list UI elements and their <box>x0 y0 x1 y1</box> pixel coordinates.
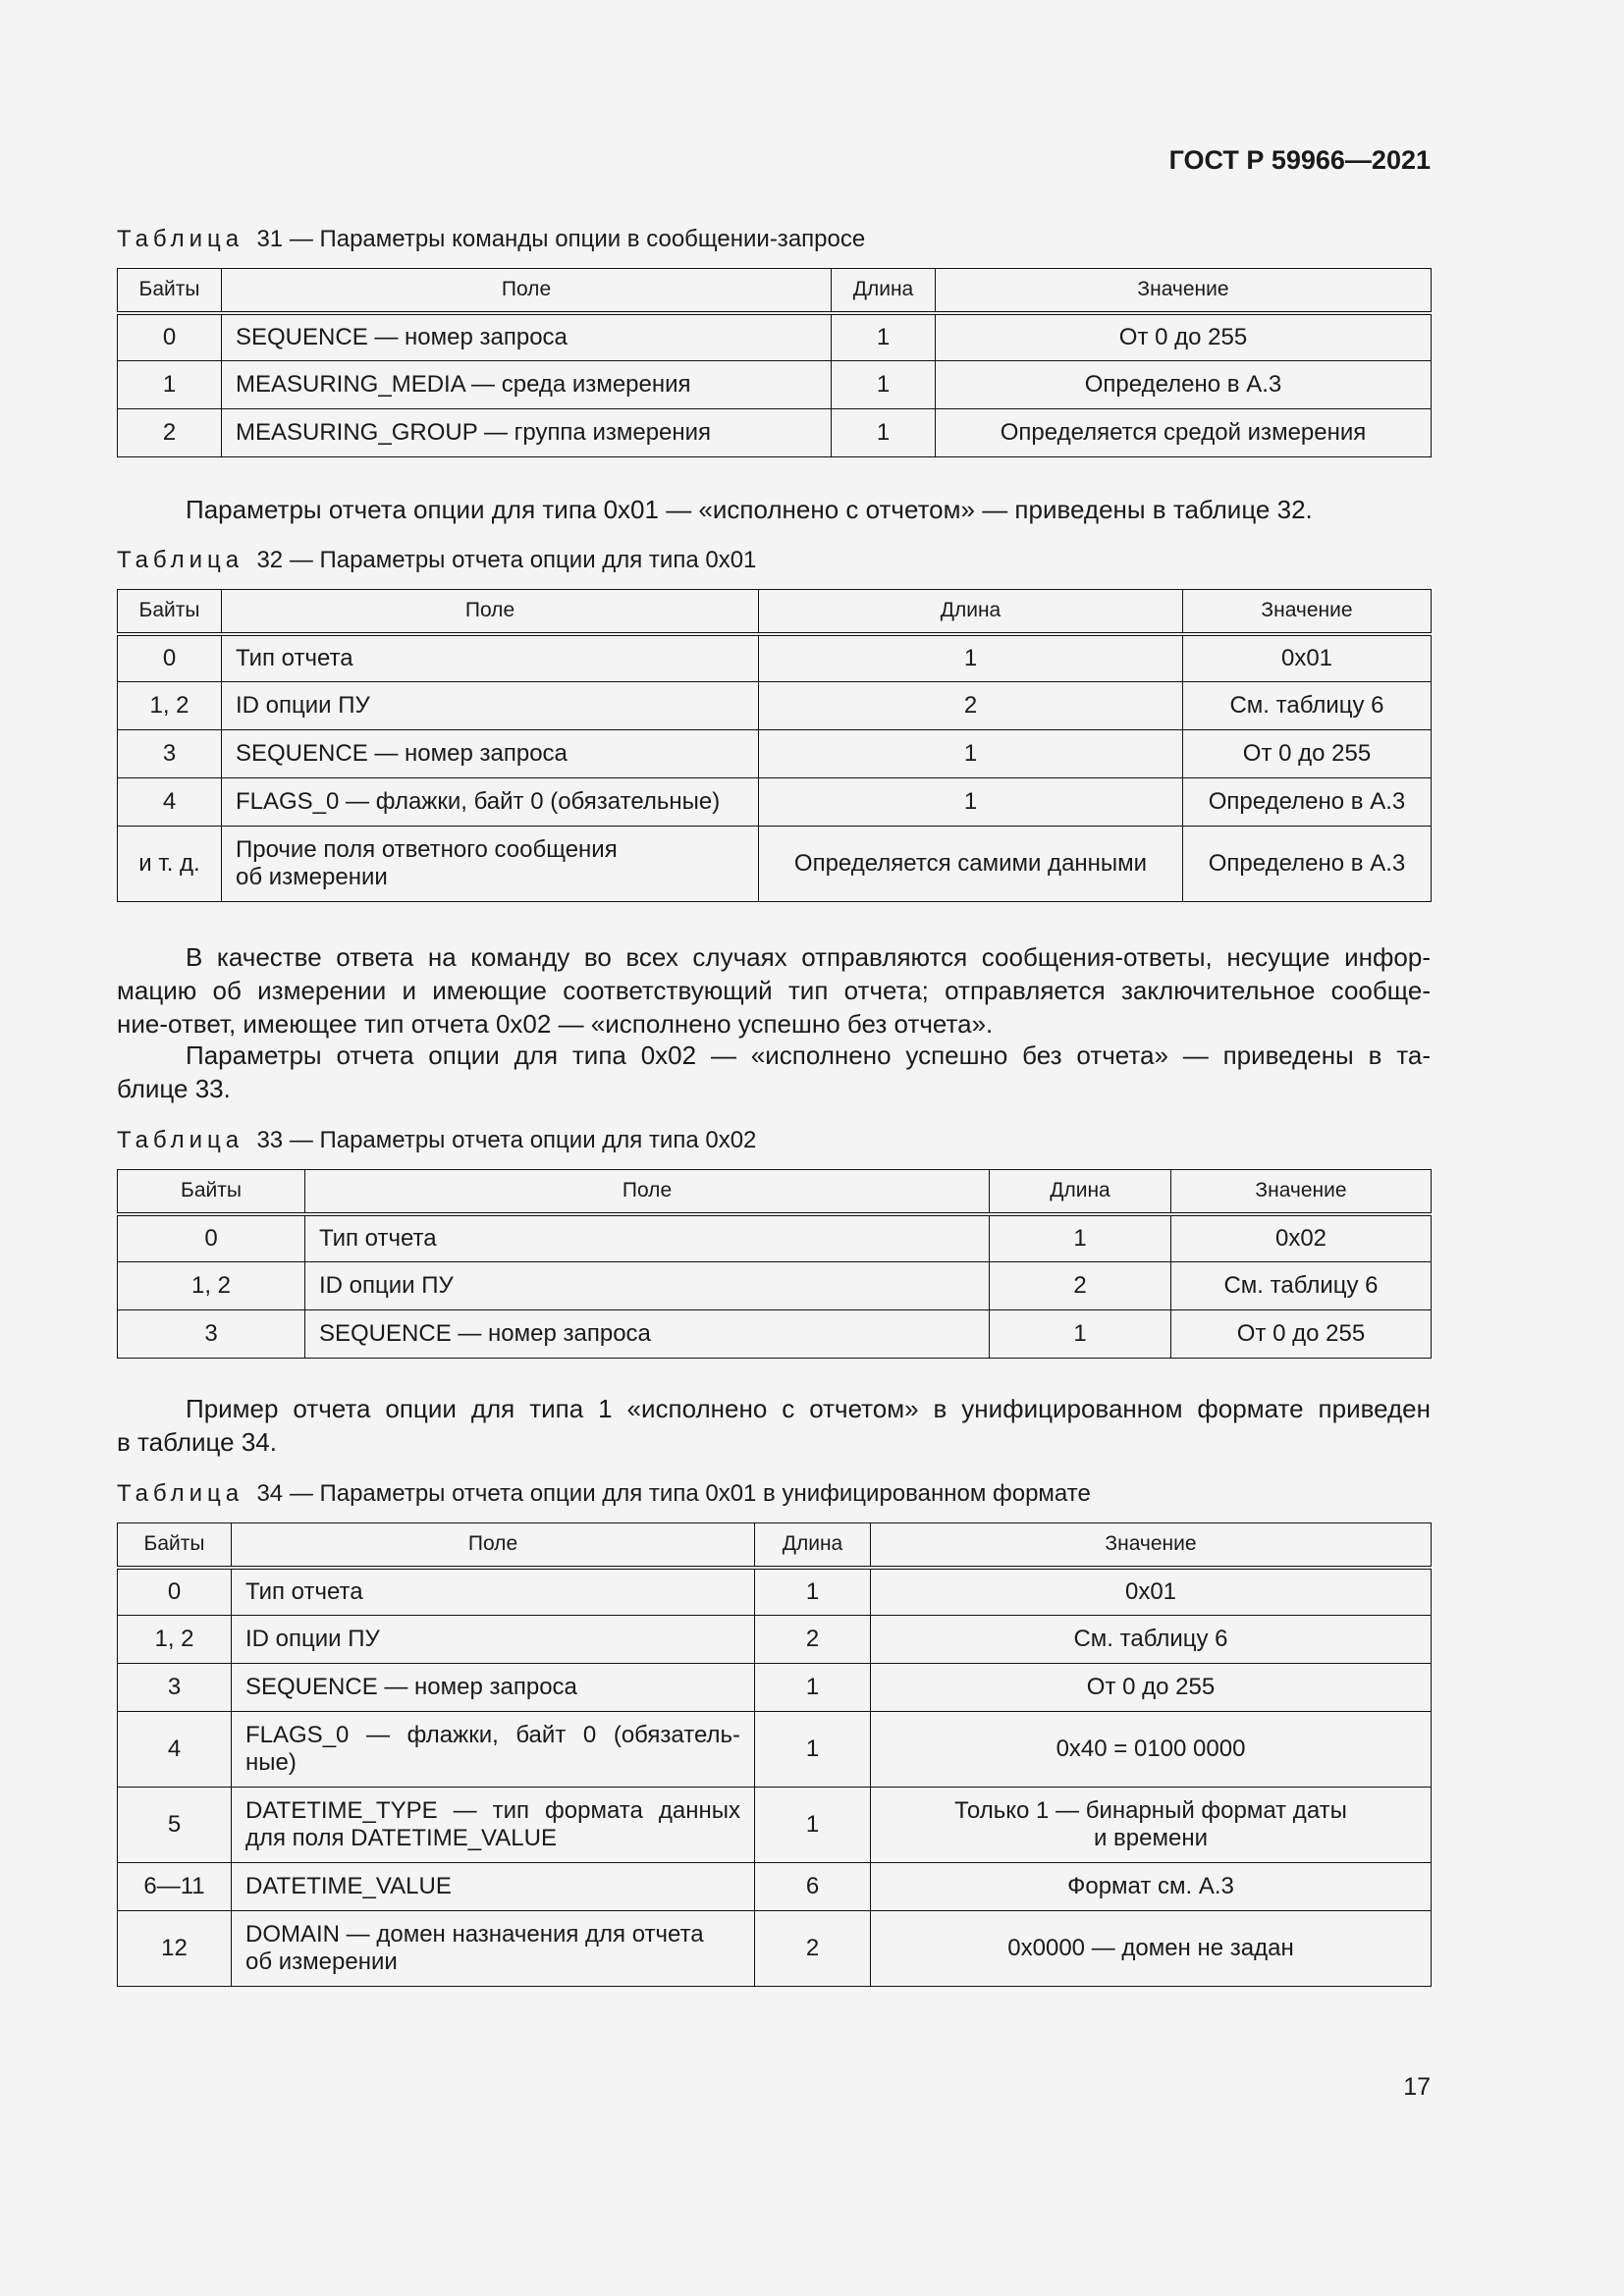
col-header-length: Длина <box>759 590 1183 634</box>
paragraph-line: ние-ответ, имеющее тип отчета 0x02 — «исполнено успешно без отчета». <box>117 1009 994 1039</box>
cell-field: SEQUENCE — номер запроса <box>305 1310 990 1359</box>
cell-length: Определяется самими данными <box>759 827 1183 902</box>
paragraph-line: в таблице 34. <box>117 1427 277 1457</box>
cell-length: 1 <box>755 1664 871 1712</box>
cell-length: 1 <box>832 409 936 457</box>
cell-value: См. таблицу 6 <box>1171 1262 1432 1310</box>
table-row <box>118 827 1432 902</box>
cell-length: 1 <box>832 361 936 409</box>
table-row <box>118 361 1432 409</box>
cell-bytes: 4 <box>118 1712 232 1788</box>
table-34 <box>117 1522 1432 1987</box>
cell-field: ID опции ПУ <box>305 1262 990 1310</box>
caption-word: Таблица <box>117 1127 244 1153</box>
cell-line: FLAGS_0 — флажки, байт 0 (обязатель- <box>245 1722 740 1748</box>
caption-word: Таблица <box>117 547 244 573</box>
cell-value: От 0 до 255 <box>1171 1310 1432 1359</box>
col-header-value: Значение <box>871 1523 1432 1568</box>
cell-value: См. таблицу 6 <box>1183 682 1432 730</box>
table-33-caption <box>117 1127 756 1154</box>
paragraph-line: В качестве ответа на команду во всех случаях отправляются сообщения-ответы, несущие инфор- <box>186 942 1431 972</box>
caption-text: 31 — Параметры команды опции в сообщении-запросе <box>256 226 866 252</box>
col-header-value: Значение <box>936 269 1432 313</box>
cell-field: DATETIME_VALUE <box>232 1863 755 1911</box>
table-row <box>118 1568 1432 1616</box>
cell-value: 0x40 = 0100 0000 <box>871 1712 1432 1788</box>
cell-bytes: 6—11 <box>118 1863 232 1911</box>
table-row <box>118 1616 1432 1664</box>
document-code-header: ГОСТ Р 59966—2021 <box>1168 145 1431 175</box>
paragraph-2 <box>117 940 1431 1041</box>
table-row <box>118 1788 1432 1863</box>
table-row <box>118 1863 1432 1911</box>
cell-value <box>871 1788 1432 1863</box>
table-32 <box>117 589 1432 902</box>
page-number: 17 <box>1403 2073 1431 2101</box>
cell-field <box>222 827 759 902</box>
table-row <box>118 1712 1432 1788</box>
paragraph-line: Пример отчета опции для типа 1 «исполнено с отчетом» в унифицированном формате приведен <box>186 1394 1431 1423</box>
cell-value: См. таблицу 6 <box>871 1616 1432 1664</box>
col-header-length: Длина <box>832 269 936 313</box>
table-row <box>118 1911 1432 1987</box>
cell-field: FLAGS_0 — флажки, байт 0 (обязательные) <box>222 778 759 827</box>
table-31-caption <box>117 226 865 253</box>
table-header-row <box>118 1523 1432 1568</box>
cell-bytes: 1, 2 <box>118 682 222 730</box>
col-header-field: Поле <box>305 1170 990 1214</box>
cell-line: DATETIME_TYPE — тип формата данных <box>245 1797 740 1824</box>
cell-value: Определено в А.3 <box>1183 827 1432 902</box>
paragraph-4 <box>117 1392 1431 1459</box>
col-header-value: Значение <box>1183 590 1432 634</box>
cell-bytes: 5 <box>118 1788 232 1863</box>
cell-value: От 0 до 255 <box>1183 730 1432 778</box>
table-row <box>118 1214 1432 1262</box>
cell-line: об измерении <box>245 1949 398 1975</box>
paragraph-3 <box>117 1039 1431 1105</box>
table-row <box>118 682 1432 730</box>
cell-bytes: 2 <box>118 409 222 457</box>
table-row <box>118 634 1432 682</box>
table-header-row <box>118 1170 1432 1214</box>
table-row <box>118 409 1432 457</box>
cell-length: 6 <box>755 1863 871 1911</box>
caption-text: 34 — Параметры отчета опции для типа 0x01 в унифицированном формате <box>256 1480 1091 1507</box>
cell-length: 2 <box>755 1911 871 1987</box>
cell-field <box>232 1712 755 1788</box>
col-header-value: Значение <box>1171 1170 1432 1214</box>
cell-value: Определено в А.3 <box>1183 778 1432 827</box>
cell-field: MEASURING_GROUP — группа измерения <box>222 409 832 457</box>
table-header-row <box>118 590 1432 634</box>
cell-length: 1 <box>755 1712 871 1788</box>
table-row <box>118 1310 1432 1359</box>
col-header-bytes: Байты <box>118 1523 232 1568</box>
cell-length: 1 <box>990 1214 1171 1262</box>
cell-line: ные) <box>245 1749 297 1776</box>
cell-value: От 0 до 255 <box>871 1664 1432 1712</box>
cell-line: Только 1 — бинарный формат даты <box>954 1797 1347 1824</box>
cell-bytes: 1, 2 <box>118 1262 305 1310</box>
caption-word: Таблица <box>117 1480 244 1507</box>
cell-line: Прочие поля ответного сообщения <box>236 836 618 863</box>
cell-bytes: 3 <box>118 1664 232 1712</box>
cell-value: 0x0000 — домен не задан <box>871 1911 1432 1987</box>
col-header-field: Поле <box>222 590 759 634</box>
col-header-length: Длина <box>755 1523 871 1568</box>
cell-field <box>232 1788 755 1863</box>
cell-bytes: 1 <box>118 361 222 409</box>
cell-length: 2 <box>759 682 1183 730</box>
cell-length: 2 <box>755 1616 871 1664</box>
cell-field: ID опции ПУ <box>222 682 759 730</box>
cell-bytes: 12 <box>118 1911 232 1987</box>
table-row <box>118 1664 1432 1712</box>
cell-field: SEQUENCE — номер запроса <box>222 730 759 778</box>
col-header-field: Поле <box>232 1523 755 1568</box>
cell-field <box>232 1911 755 1987</box>
caption-text: 32 — Параметры отчета опции для типа 0x01 <box>256 547 757 573</box>
cell-bytes: 3 <box>118 1310 305 1359</box>
table-row <box>118 778 1432 827</box>
table-33 <box>117 1169 1432 1359</box>
cell-length: 2 <box>990 1262 1171 1310</box>
table-row <box>118 730 1432 778</box>
cell-value: 0x01 <box>1183 634 1432 682</box>
cell-line: и времени <box>1093 1825 1209 1851</box>
cell-field: Тип отчета <box>305 1214 990 1262</box>
cell-bytes: 3 <box>118 730 222 778</box>
cell-value: Определено в А.3 <box>936 361 1432 409</box>
paragraph-1 <box>117 493 1431 526</box>
paragraph-line: Параметры отчета опции для типа 0x01 — «исполнено с отчетом» — приведены в таблице 32. <box>186 495 1313 524</box>
cell-length: 1 <box>832 313 936 361</box>
cell-line: для поля DATETIME_VALUE <box>245 1825 557 1851</box>
caption-word: Таблица <box>117 226 244 252</box>
cell-bytes: 0 <box>118 634 222 682</box>
col-header-field: Поле <box>222 269 832 313</box>
table-row <box>118 313 1432 361</box>
paragraph-line: мацию об измерении и имеющие соответствующий тип отчета; отправляется заключительное сообще- <box>117 976 1431 1005</box>
cell-bytes: 0 <box>118 1568 232 1616</box>
table-header-row <box>118 269 1432 313</box>
cell-field: Тип отчета <box>222 634 759 682</box>
cell-bytes: 0 <box>118 1214 305 1262</box>
cell-field: ID опции ПУ <box>232 1616 755 1664</box>
col-header-length: Длина <box>990 1170 1171 1214</box>
cell-field: SEQUENCE — номер запроса <box>232 1664 755 1712</box>
paragraph-line: Параметры отчета опции для типа 0x02 — «исполнено успешно без отчета» — приведены в та- <box>186 1041 1431 1070</box>
cell-value: Определяется средой измерения <box>936 409 1432 457</box>
table-34-caption <box>117 1480 1091 1508</box>
cell-length: 1 <box>759 730 1183 778</box>
cell-value: От 0 до 255 <box>936 313 1432 361</box>
col-header-bytes: Байты <box>118 269 222 313</box>
cell-line: DOMAIN — домен назначения для отчета <box>245 1921 704 1948</box>
col-header-bytes: Байты <box>118 1170 305 1214</box>
table-32-caption <box>117 547 756 574</box>
caption-text: 33 — Параметры отчета опции для типа 0x02 <box>256 1127 757 1153</box>
col-header-bytes: Байты <box>118 590 222 634</box>
cell-length: 1 <box>755 1788 871 1863</box>
table-31 <box>117 268 1432 457</box>
cell-value: 0x02 <box>1171 1214 1432 1262</box>
cell-bytes: 0 <box>118 313 222 361</box>
cell-bytes: и т. д. <box>118 827 222 902</box>
cell-bytes: 1, 2 <box>118 1616 232 1664</box>
cell-value: Формат см. А.3 <box>871 1863 1432 1911</box>
cell-length: 1 <box>759 634 1183 682</box>
cell-bytes: 4 <box>118 778 222 827</box>
cell-length: 1 <box>990 1310 1171 1359</box>
cell-length: 1 <box>755 1568 871 1616</box>
cell-field: Тип отчета <box>232 1568 755 1616</box>
cell-field: SEQUENCE — номер запроса <box>222 313 832 361</box>
cell-line: об измерении <box>236 864 388 890</box>
paragraph-line: блице 33. <box>117 1074 231 1103</box>
cell-field: MEASURING_MEDIA — среда измерения <box>222 361 832 409</box>
table-row <box>118 1262 1432 1310</box>
cell-length: 1 <box>759 778 1183 827</box>
cell-value: 0x01 <box>871 1568 1432 1616</box>
